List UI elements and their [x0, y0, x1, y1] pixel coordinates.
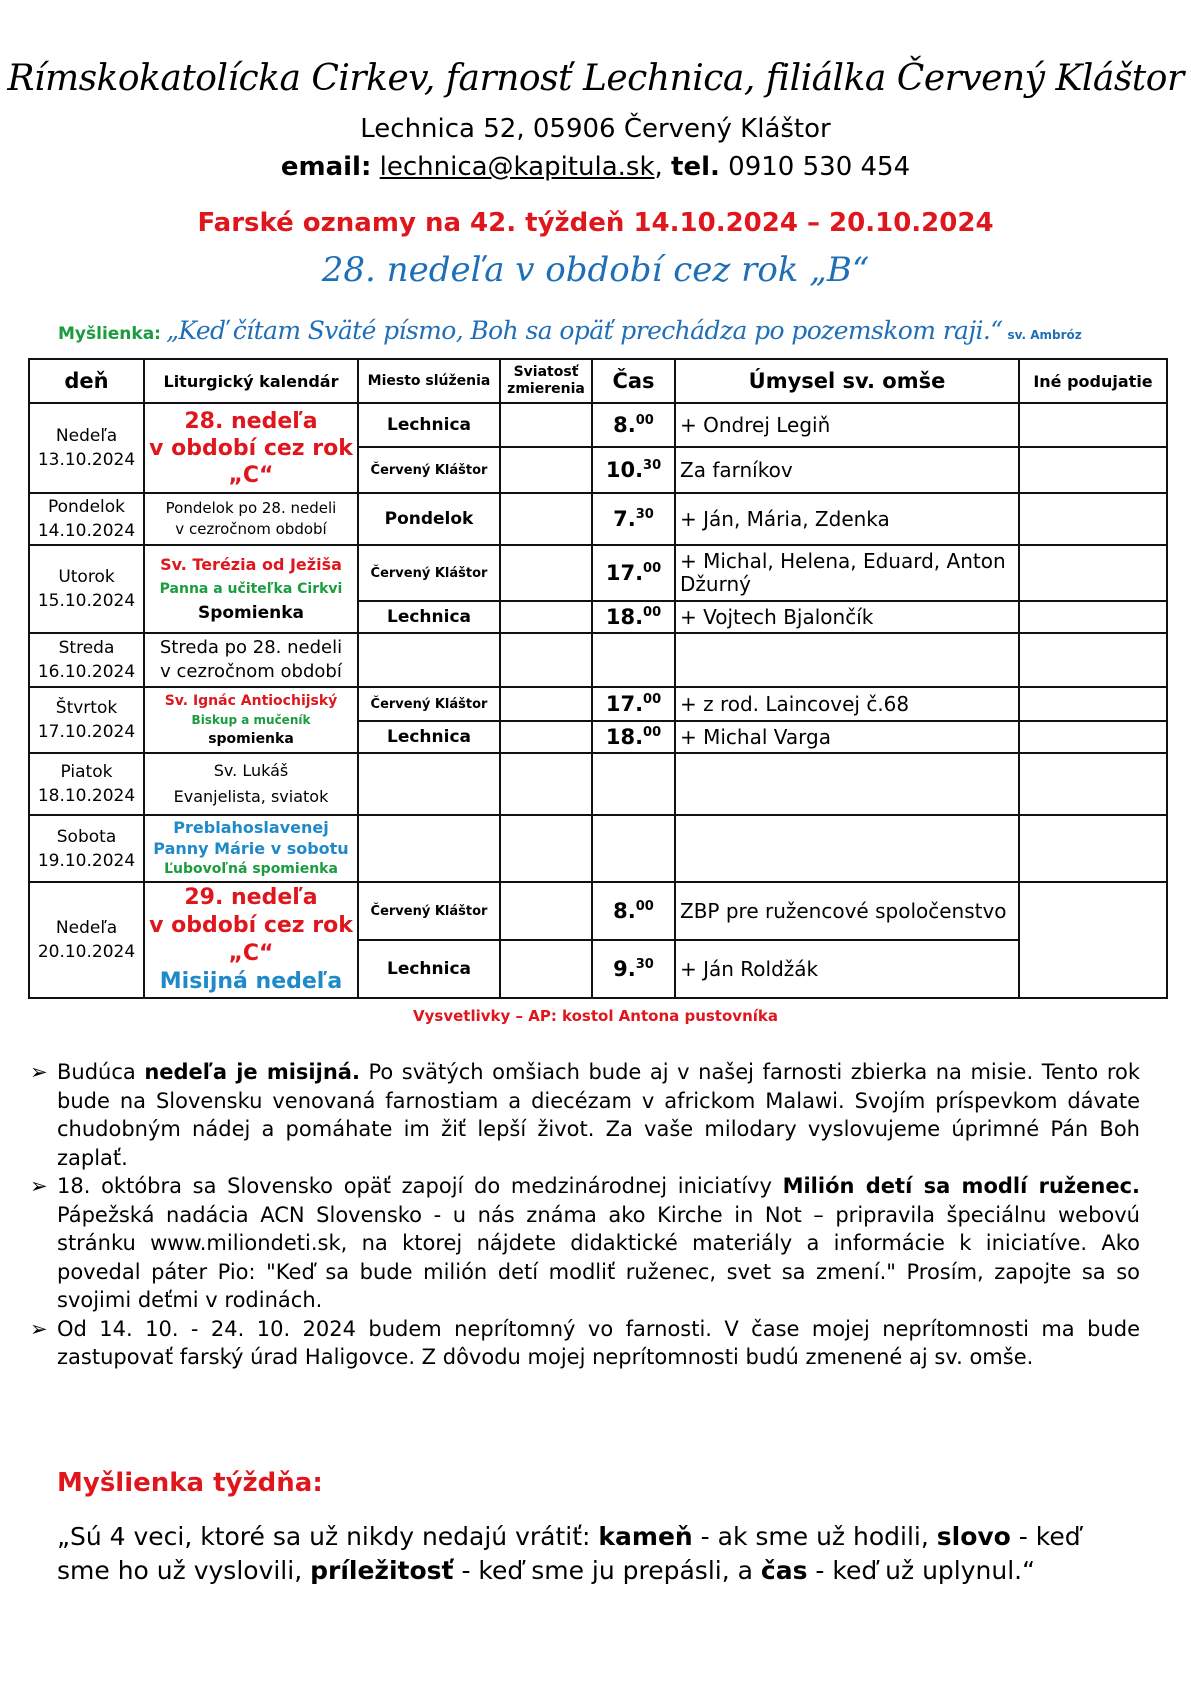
liturgy-cell: [144, 882, 358, 998]
day-cell: [29, 403, 144, 493]
thought-line: [58, 316, 1138, 345]
liturgy-cell: [144, 753, 358, 815]
email-label: email:: [280, 152, 372, 182]
liturgy-cell: [144, 687, 358, 753]
intention-cell: Za farníkov: [675, 447, 1019, 493]
intention-cell: ZBP pre ružencové spoločenstvo: [675, 882, 1019, 940]
confession-cell: [500, 545, 592, 601]
place-cell: Lechnica: [358, 721, 500, 753]
confession-cell: [500, 940, 592, 998]
liturgy-cell: [144, 815, 358, 882]
other-cell: [1019, 633, 1167, 687]
day-name: Pondelok: [47, 497, 126, 517]
place-cell: Červený Kláštor: [358, 882, 500, 940]
mass-schedule-table: [28, 358, 1168, 999]
table-row: [29, 687, 1167, 721]
day-date: 13.10.2024: [37, 450, 136, 470]
arrow-bullet-icon: ➢: [30, 1316, 48, 1341]
col-header-day: deň: [29, 359, 144, 403]
liturgy-line: „C“: [228, 941, 274, 966]
table-row: [29, 815, 1167, 882]
time-cell: 7.30: [592, 493, 675, 545]
table-row: [29, 545, 1167, 601]
place-cell: Červený Kláštor: [358, 545, 500, 601]
confession-cell: [500, 753, 592, 815]
arrow-bullet-icon: ➢: [30, 1060, 48, 1084]
place-cell: Červený Kláštor: [358, 687, 500, 721]
weekly-thought-text: „Sú 4 veci, ktoré sa už nikdy nedajú vrátiť: kameň - ak sme už hodili, slovo - keď sme ho už vyslovili, príležitosť - keď sme ju prepásli, a čas - keď už uplynul.“: [57, 1522, 1081, 1585]
thought-quote: „Keď čítam Sväté písmo, Boh sa opäť prechádza po pozemskom raji.“: [166, 316, 1003, 345]
place-cell: [358, 633, 500, 687]
week-title: Farské oznamy na 42. týždeň 14.10.2024 – 20.10.2024: [197, 208, 994, 238]
confession-cell: [500, 633, 592, 687]
place-cell: Červený Kláštor: [358, 447, 500, 493]
time-cell: 10.30: [592, 447, 675, 493]
liturgy-line: Panny Márie v sobotu: [153, 839, 349, 858]
table-row: [29, 633, 1167, 687]
liturgy-line: Biskup a mučeník: [191, 712, 311, 727]
day-name: Sobota: [56, 826, 117, 847]
day-name: Štvrtok: [55, 698, 118, 718]
other-cell: [1019, 721, 1167, 753]
intention-cell: + Michal Varga: [675, 721, 1019, 753]
time-cell: 18.00: [592, 721, 675, 753]
time-cell: 17.00: [592, 687, 675, 721]
col-header-place: Miesto slúženia: [358, 359, 500, 403]
day-date: 15.10.2024: [37, 591, 136, 611]
liturgy-line: Ľubovoľná spomienka: [164, 861, 338, 877]
liturgy-cell: [144, 493, 358, 545]
liturgy-line: v cezročnom období: [175, 520, 327, 538]
time-cell: [592, 633, 675, 687]
thought-author: sv. Ambróz: [1007, 328, 1082, 342]
day-cell: [29, 493, 144, 545]
col-header-confession: Sviatosť zmierenia: [500, 359, 592, 403]
intention-cell: [675, 815, 1019, 882]
day-cell: [29, 882, 144, 998]
day-cell: [29, 815, 144, 882]
intention-cell: + Ján Roldžák: [675, 940, 1019, 998]
liturgy-cell: [144, 545, 358, 633]
weekly-thought-title: Myšlienka týždňa:: [57, 1468, 323, 1498]
liturgy-line: Sv. Terézia od Ježiša: [160, 555, 342, 574]
day-date: 19.10.2024: [37, 850, 136, 871]
day-cell: [29, 687, 144, 753]
table-legend: Vysvetlivky – AP: kostol Antona pustovníka: [413, 1007, 778, 1025]
day-cell: [29, 753, 144, 815]
other-cell: [1019, 687, 1167, 721]
place-cell: Pondelok: [358, 493, 500, 545]
confession-cell: [500, 687, 592, 721]
liturgy-line: spomienka: [208, 730, 294, 747]
confession-cell: [500, 403, 592, 447]
other-cell: [1019, 601, 1167, 633]
intention-cell: [675, 753, 1019, 815]
day-date: 14.10.2024: [37, 521, 136, 541]
email-link[interactable]: lechnica@kapitula.sk: [379, 152, 655, 182]
time-cell: [592, 753, 675, 815]
intention-cell: + Ondrej Legiň: [675, 403, 1019, 447]
intention-cell: + Ján, Mária, Zdenka: [675, 493, 1019, 545]
other-cell: [1019, 447, 1167, 493]
parish-title: Rímskokatolícka Cirkev, farnosť Lechnica, filiálka Červený Kláštor: [7, 58, 1184, 99]
intention-cell: + z rod. Laincovej č.68: [675, 687, 1019, 721]
day-date: 18.10.2024: [37, 786, 136, 806]
time-cell: 8.00: [592, 882, 675, 940]
other-cell: [1019, 545, 1167, 601]
announcements: [30, 1058, 1140, 1372]
tel-label: tel.: [671, 152, 720, 182]
table-row: [29, 403, 1167, 447]
time-cell: 17.00: [592, 545, 675, 601]
day-cell: [29, 633, 144, 687]
day-name: Nedeľa: [55, 426, 118, 446]
liturgy-line: 28. nedeľa: [184, 408, 318, 434]
time-cell: 8.00: [592, 403, 675, 447]
confession-cell: [500, 815, 592, 882]
time-cell: [592, 815, 675, 882]
col-header-other: Iné podujatie: [1019, 359, 1167, 403]
col-header-intention: Úmysel sv. omše: [675, 359, 1019, 403]
confession-cell: [500, 882, 592, 940]
liturgy-line: Sv. Lukáš: [213, 761, 289, 780]
place-cell: [358, 815, 500, 882]
liturgy-line: Panna a učiteľka Cirkvi: [159, 581, 343, 597]
liturgy-line: Sv. Ignác Antiochijský: [164, 692, 338, 709]
time-cell: 18.00: [592, 601, 675, 633]
announcement-item: ➢ 18. októbra sa Slovensko opäť zapojí do medzinárodnej iniciatívy Milión detí sa modlí ruženec. Pápežská nadácia ACN Slovensko - u nás známa ako Kirche in Not – pripravila špeciálnu webovú stránku www.miliondeti.sk, na ktorej nájdete didaktické materiály a informácie k iniciatíve. Ako povedal páter Pio: "Keď sa bude milión detí modliť ruženec, svet sa zmení." Prosím, zapojte sa so svojimi deťmi v rodinách.: [30, 1174, 1140, 1312]
liturgy-line: v období cez rok: [149, 913, 353, 938]
liturgy-line: Preblahoslavenej: [173, 818, 329, 837]
col-header-time: Čas: [592, 359, 675, 403]
liturgy-cell: [144, 403, 358, 493]
confession-cell: [500, 601, 592, 633]
intention-cell: [675, 633, 1019, 687]
col-header-liturgy: Liturgický kalendár: [144, 359, 358, 403]
contact-line: email: lechnica@kapitula.sk, tel. 0910 530 454: [280, 152, 911, 182]
table-row: [29, 753, 1167, 815]
other-cell: [1019, 403, 1167, 447]
liturgy-line: v cezročnom období: [160, 661, 342, 682]
sunday-title: 28. nedeľa v období cez rok „B“: [321, 250, 870, 290]
arrow-bullet-icon: ➢: [30, 1174, 48, 1198]
other-cell: [1019, 815, 1167, 882]
liturgy-line: „C“: [228, 462, 274, 488]
confession-cell: [500, 721, 592, 753]
time-cell: 9.30: [592, 940, 675, 998]
day-date: 20.10.2024: [37, 942, 136, 962]
day-name: Utorok: [58, 567, 115, 587]
confession-cell: [500, 493, 592, 545]
day-name: Streda: [58, 638, 115, 658]
other-cell: [1019, 753, 1167, 815]
liturgy-line: Streda po 28. nedeli: [159, 637, 343, 658]
tel-number: 0910 530 454: [728, 152, 911, 182]
day-name: Nedeľa: [55, 918, 118, 938]
liturgy-line: Misijná nedeľa: [159, 969, 343, 994]
day-date: 17.10.2024: [37, 722, 136, 742]
table-row: [29, 882, 1167, 940]
day-date: 16.10.2024: [37, 662, 136, 682]
liturgy-cell: [144, 633, 358, 687]
thought-label: Myšlienka:: [58, 324, 161, 344]
confession-cell: [500, 447, 592, 493]
place-cell: [358, 753, 500, 815]
day-name: Piatok: [60, 762, 113, 782]
liturgy-line: 29. nedeľa: [184, 885, 318, 910]
place-cell: Lechnica: [358, 940, 500, 998]
other-cell: [1019, 882, 1167, 998]
place-cell: Lechnica: [358, 403, 500, 447]
intention-cell: + Vojtech Bjalončík: [675, 601, 1019, 633]
liturgy-line: Evanjelista, sviatok: [173, 787, 329, 806]
place-cell: Lechnica: [358, 601, 500, 633]
announcement-item: ➢ Od 14. 10. - 24. 10. 2024 budem neprítomný vo farnosti. V čase mojej neprítomnosti ma bude zastupovať farský úrad Haligovce. Z dôvodu mojej neprítomnosti budú zmenené aj sv. omše.: [30, 1316, 1140, 1369]
other-cell: [1019, 493, 1167, 545]
liturgy-line: Pondelok po 28. nedeli: [165, 499, 337, 517]
liturgy-line: Spomienka: [197, 603, 305, 623]
liturgy-line: v období cez rok: [149, 435, 353, 461]
announcement-item: ➢ Budúca nedeľa je misijná. Po svätých omšiach bude aj v našej farnosti zbierka na misie. Tento rok bude na Slovensku venovaná farnostiam a diecézam v africkom Malawi. Svojím príspevkom dávate chudobným nádej a pomáhate im žiť lepší život. Za vaše milodary vyslovujeme úprimné Pán Boh zaplať.: [30, 1060, 1140, 1170]
intention-cell: + Michal, Helena, Eduard, Anton Džurný: [675, 545, 1019, 601]
table-header-row: [29, 359, 1167, 403]
day-cell: [29, 545, 144, 633]
parish-address: Lechnica 52, 05906 Červený Kláštor: [360, 114, 831, 144]
table-row: [29, 493, 1167, 545]
